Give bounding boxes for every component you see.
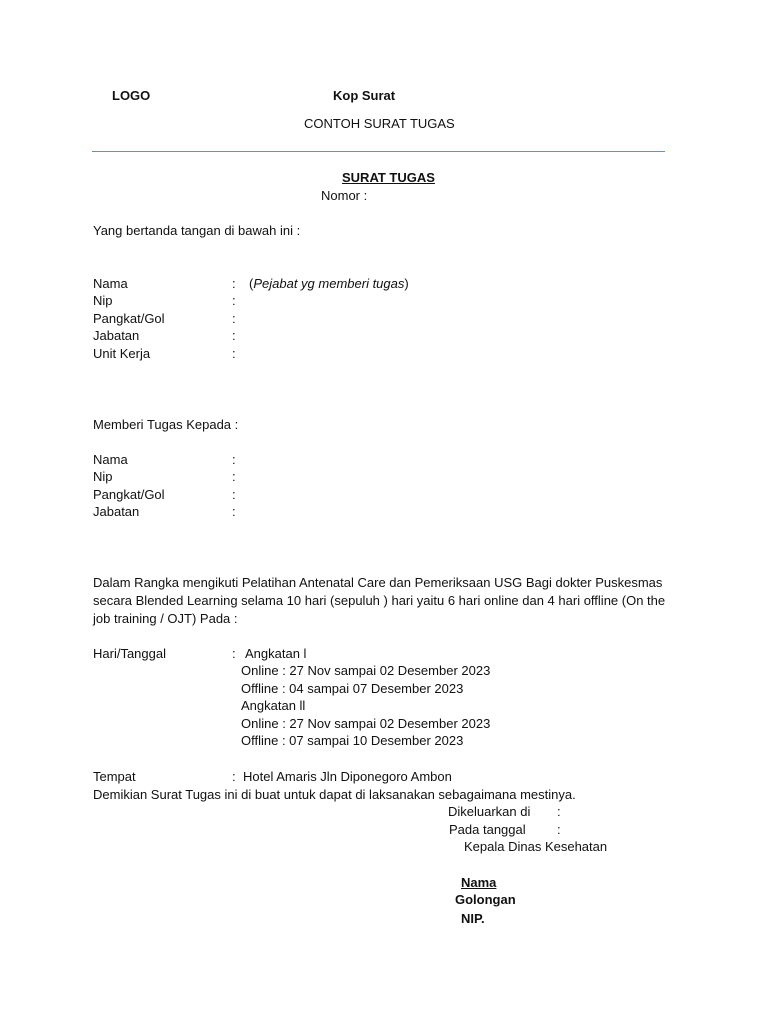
field-colon: :: [232, 293, 236, 308]
schedule-batch: Angkatan ll: [241, 698, 306, 713]
place-value: Hotel Amaris Jln Diponegoro Ambon: [243, 769, 452, 784]
field-colon: :: [232, 311, 236, 326]
field-colon: :: [232, 487, 236, 502]
field-colon: :: [557, 822, 561, 837]
assignee-field-label: Nama: [93, 452, 128, 467]
body-line: secara Blended Learning selama 10 hari (sepuluh ) hari yaitu 6 hari online dan 4 hari offline (On the: [93, 593, 666, 608]
body-line: Dalam Rangka mengikuti Pelatihan Antenatal Care dan Pemeriksaan USG Bagi dokter Puskesmas: [93, 575, 663, 590]
schedule-line: Online : 27 Nov sampai 02 Desember 2023: [241, 716, 491, 731]
assignee-field-label: Pangkat/Gol: [93, 487, 165, 502]
signer-field-label: Jabatan: [93, 328, 140, 343]
official-nip: NIP.: [461, 911, 485, 926]
field-colon: :: [232, 469, 236, 484]
signer-field-label: Nama: [93, 276, 128, 291]
field-colon: :: [232, 769, 236, 784]
assignee-field-label: Nip: [93, 469, 113, 484]
schedule-line: Offline : 04 sampai 07 Desember 2023: [241, 681, 464, 696]
field-colon: :: [232, 646, 236, 661]
signer-field-label: Unit Kerja: [93, 346, 151, 361]
intro-text: Yang bertanda tangan di bawah ini :: [93, 223, 301, 238]
assignee-heading: Memberi Tugas Kepada :: [93, 417, 239, 432]
schedule-batch: Angkatan l: [245, 646, 307, 661]
issued-at-label: Dikeluarkan di: [448, 804, 531, 819]
letterhead-label: Kop Surat: [333, 88, 396, 103]
schedule-line: Offline : 07 sampai 10 Desember 2023: [241, 733, 464, 748]
field-colon: :: [232, 276, 236, 291]
field-colon: :: [232, 504, 236, 519]
schedule-line: Online : 27 Nov sampai 02 Desember 2023: [241, 663, 491, 678]
place-label: Tempat: [93, 769, 136, 784]
signer-name-value: (Pejabat yg memberi tugas): [249, 276, 409, 291]
signer-field-label: Nip: [93, 293, 113, 308]
letter-number-label: Nomor :: [321, 188, 368, 203]
body-line: job training / OJT) Pada :: [93, 611, 238, 626]
assignee-field-label: Jabatan: [93, 504, 140, 519]
official-rank: Golongan: [455, 892, 516, 907]
document-subtitle: CONTOH SURAT TUGAS: [304, 116, 455, 131]
issued-date-label: Pada tanggal: [449, 822, 526, 837]
schedule-label: Hari/Tanggal: [93, 646, 166, 661]
field-colon: :: [232, 328, 236, 343]
field-colon: :: [232, 346, 236, 361]
logo-placeholder: LOGO: [112, 88, 151, 103]
official-name: Nama: [461, 875, 497, 890]
field-colon: :: [232, 452, 236, 467]
official-title: Kepala Dinas Kesehatan: [464, 839, 608, 854]
letter-title: SURAT TUGAS: [342, 170, 435, 185]
header-divider: [92, 151, 665, 152]
field-colon: :: [557, 804, 561, 819]
signer-field-label: Pangkat/Gol: [93, 311, 165, 326]
closing-text: Demikian Surat Tugas ini di buat untuk dapat di laksanakan sebagaimana mestinya.: [93, 787, 576, 802]
